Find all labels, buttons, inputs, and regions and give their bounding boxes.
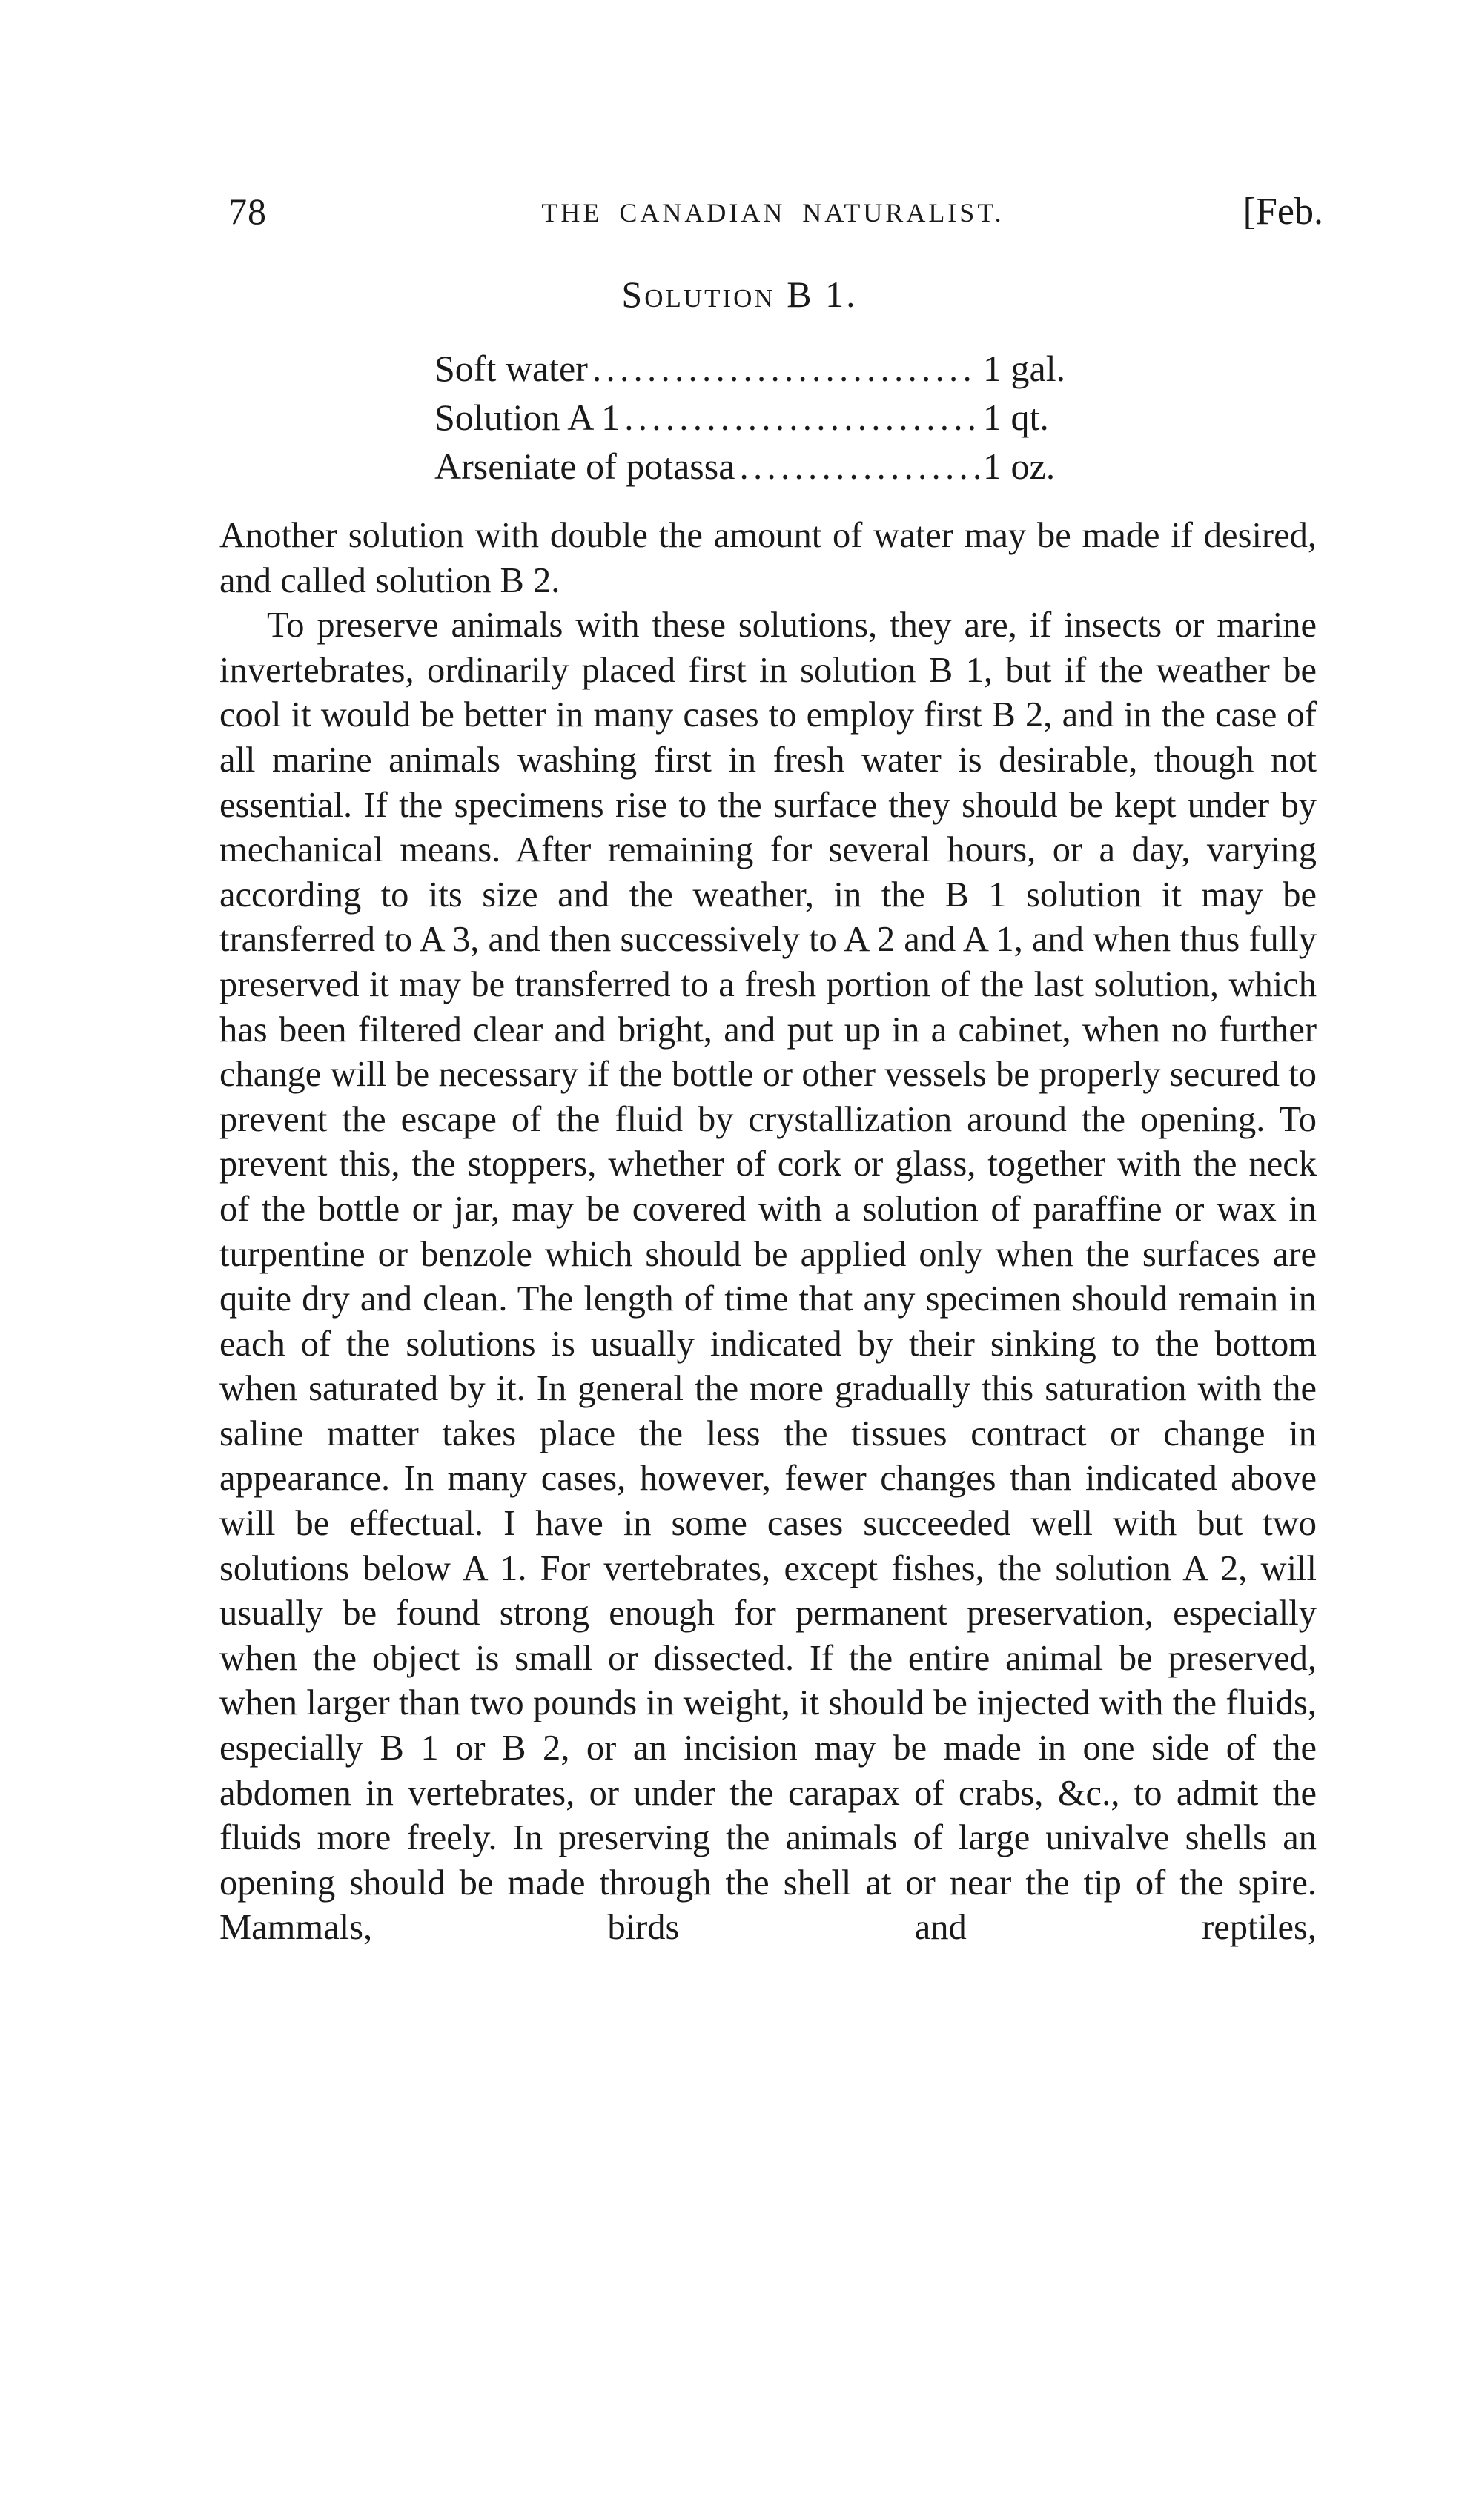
dot-leader xyxy=(739,445,979,488)
recipe-row xyxy=(434,445,1087,494)
ingredient-amount: 1 gal. xyxy=(983,348,1066,389)
ingredient-amount: 1 oz. xyxy=(983,445,1056,487)
recipe-row xyxy=(434,347,1087,396)
recipe-table xyxy=(434,347,1087,494)
page-number: 78 xyxy=(228,190,267,232)
ingredient-name: Solution A 1 xyxy=(434,397,621,438)
body-text xyxy=(219,514,1317,1951)
ingredient-name: Soft water xyxy=(434,348,588,389)
paragraph: To preserve animals with these solutions, they are, if insects or marine invertebrates, ordinarily placed first in solution B 1, but if the weather be cool it would be better in many cases to employ first B 2, and in the case of all marine animals washing first in fresh water is desirable, though not essential. If the specimens rise to the surface they should be kept under by mechanical means. After remaining for several hours, or a day, varying according to its size and the weather, in the B 1 solution it may be transferred to A 3, and then successively to A 2 and A 1, and when thus fully preserved it may be transferred to a fresh portion of the last solution, which has been filtered clear and bright, and put up in a cabinet, when no further change will be necessary if the bottle or other vessels be properly secured to prevent the escape of the fluid by crystallization around the opening. To prevent this, the stoppers, whether of cork or glass, together with the neck of the bottle or jar, may be covered with a solution of paraffine or wax in turpentine or benzole which should be applied only when the surfaces are quite dry and clean. The length of time that any specimen should remain in each of the solutions is usually indicated by their sinking to the bottom when saturated by it. In general the more gradually this saturation with the saline matter takes place the less the tissues contract or change in appearance. In many cases, however, fewer changes than indicated above will be effectual. I have in some cases succeeded well with but two solutions below A 1. For vertebrates, except fishes, the solution A 2, will usually be found strong enough for permanent preservation, especially when the object is small or dissected. If the entire animal be preserved, when larger than two pounds in weight, it should be injected with the fluids, especially B 1 or B 2, or an incision may be made in one side of the abdomen in vertebrates, or under the carapax of crabs, &c., to admit the fluids more freely. In preserving the animals of large univalve shells an opening should be made through the shell at or near the tip of the spire. Mammals, birds and reptiles, xyxy=(219,606,1317,1948)
dot-leader xyxy=(592,347,979,390)
ingredient-amount: 1 qt. xyxy=(983,397,1049,438)
paragraph: Another solution with double the amount of water may be made if desired, and called solution B 2. xyxy=(219,516,1317,600)
ingredient-name: Arseniate of potassa xyxy=(434,445,735,487)
dot-leader xyxy=(624,396,979,439)
issue-month: [Feb. xyxy=(1243,190,1323,233)
recipe-row xyxy=(434,396,1087,445)
running-head xyxy=(222,190,1323,249)
journal-title: THE CANADIAN NATURALIST. xyxy=(541,198,1005,228)
section-heading: Solution B 1. xyxy=(621,273,858,315)
